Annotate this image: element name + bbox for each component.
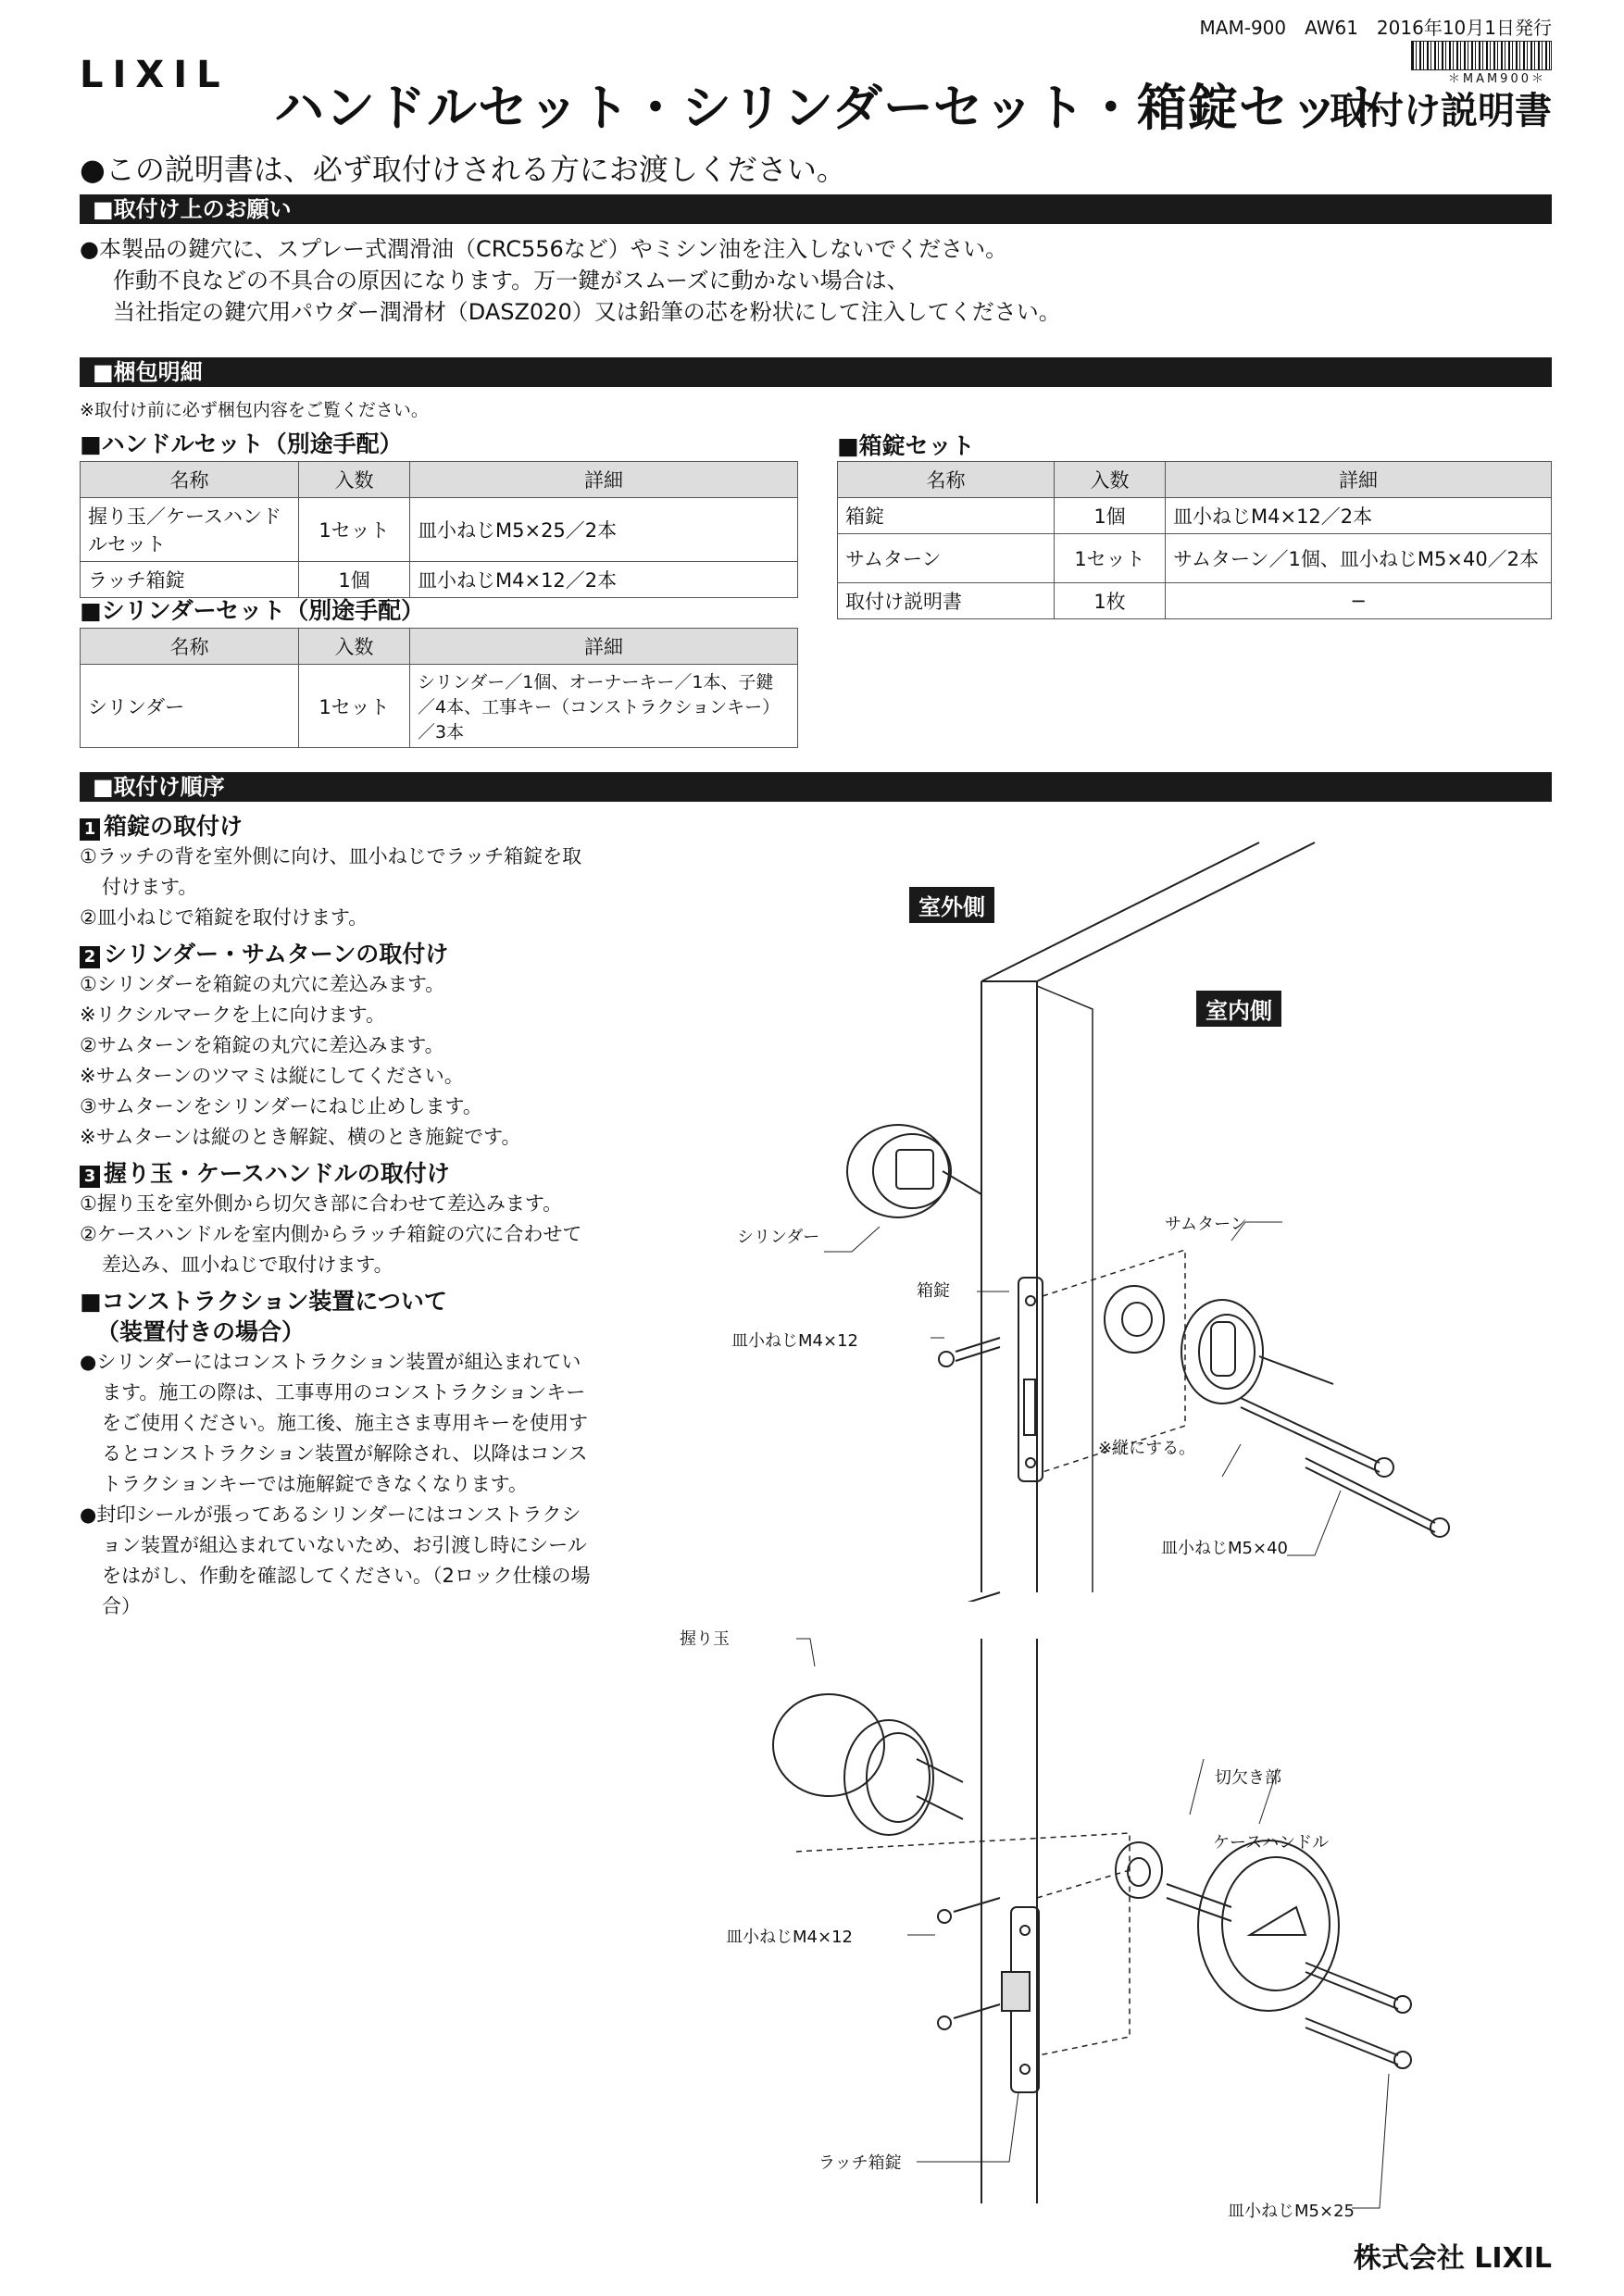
company-name: 株式会社 LIXIL [1353,2242,1552,2275]
col-header-name: 名称 [838,462,1055,498]
step2-line: ②サムターンを箱錠の丸穴に差込みます。 [80,1034,444,1056]
step3-title [80,1158,598,1189]
steps-text [80,811,598,1622]
table-row [838,498,1552,534]
label-screw-m4: 皿小ねじM4×12 [731,1331,858,1351]
label-box-lock: 箱錠 [917,1281,950,1301]
col-header-detail: 詳細 [1166,462,1552,498]
step1-label: 箱錠の取付け [104,813,244,840]
installation-diagram-top [704,833,1555,1602]
cell-qty: 1枚 [1055,583,1166,619]
construction-title: ■コンストラクション装置について [80,1288,447,1315]
cylinder-set-table [80,628,798,748]
document-title: ハンドルセット・シリンダーセット・箱錠セット [274,79,1392,137]
step1-line: ②皿小ねじで箱錠を取付けます。 [80,906,369,929]
step3-number: 3 [80,1166,100,1188]
section-heading-request: ■取付け上のお願い [80,194,1552,224]
cell-name: 取付け説明書 [838,583,1055,619]
cell-name: 箱錠 [838,498,1055,534]
brand-logo: LIXIL [80,54,230,96]
document-kind: 取付け説明書 [1330,90,1552,132]
step2-line: ③サムターンをシリンダーにねじ止めします。 [80,1095,482,1117]
col-header-name: 名称 [81,462,299,498]
request-line-3: 当社指定の鍵穴用パウダー潤滑材（DASZ020）又は鉛筆の芯を粉状にして注入してください。 [113,299,1061,325]
cell-detail: 皿小ねじM4×12／2本 [410,562,798,598]
col-header-detail: 詳細 [410,629,798,665]
col-header-detail: 詳細 [410,462,798,498]
box-lock-set-table [837,461,1552,619]
packing-note: ※取付け前に必ず梱包内容をご覧ください。 [80,400,429,420]
step2-line: ※リクシルマークを上に向けます。 [80,1004,385,1026]
section-heading-steps: ■取付け順序 [80,772,1552,802]
label-latch-box: ラッチ箱錠 [818,2153,902,2173]
cylinder-set-title: ■シリンダーセット（別途手配） [80,597,425,624]
table-row [81,498,798,562]
section-heading-packing: ■梱包明細 [80,357,1552,387]
label-case-handle: ケースハンドル [1213,1833,1330,1853]
label-screw-m5-25: 皿小ねじM5×25 [1228,2202,1355,2221]
label-screw-m5-40: 皿小ねじM5×40 [1161,1539,1288,1558]
label-knob: 握り玉 [680,1629,730,1649]
request-line-1: ●本製品の鍵穴に、スプレー式潤滑油（CRC556など）やミシン油を注入しないでください。 [80,236,1008,262]
label-inside: 室内側 [1196,991,1281,1027]
cell-name: ラッチ箱錠 [81,562,299,598]
cell-detail: 皿小ねじM4×12／2本 [1166,498,1552,534]
cell-detail: − [1166,583,1552,619]
cell-detail: 皿小ねじM5×25／2本 [410,498,798,562]
cell-qty: 1セット [1055,534,1166,583]
col-header-qty: 入数 [1055,462,1166,498]
table-row [81,665,798,748]
box-lock-set-title: ■箱錠セット [837,432,975,459]
cell-qty: 1個 [1055,498,1166,534]
step2-line: ※サムターンは縦のとき解錠、横のとき施錠です。 [80,1126,521,1148]
col-header-name: 名称 [81,629,299,665]
cell-qty: 1個 [299,562,410,598]
label-cylinder: シリンダー [737,1228,820,1247]
document-meta: MAM-900 AW61 2016年10月1日発行 [1199,17,1552,39]
step2-line: ①シリンダーを箱錠の丸穴に差込みます。 [80,973,445,995]
step1-line: ①ラッチの背を室外側に向け、皿小ねじでラッチ箱錠を取付けます。 [80,845,582,898]
col-header-qty: 入数 [299,629,410,665]
cell-detail: シリンダー／1個、オーナーキー／1本、子鍵／4本、工事キー（コンストラクションキー）／3本 [410,665,798,748]
step2-line: ※サムターンのツマミは縦にしてください。 [80,1065,464,1087]
label-thumbturn: サムターン [1165,1215,1247,1234]
label-outside: 室外側 [909,887,994,923]
step3-label: 握り玉・ケースハンドルの取付け [104,1160,450,1187]
request-line-2: 作動不良などの不具合の原因になります。万一鍵がスムーズに動かない場合は、 [113,268,909,293]
step2-label: シリンダー・サムターンの取付け [104,941,449,967]
barcode [1411,41,1552,70]
cell-qty: 1セット [299,498,410,562]
table-row [838,583,1552,619]
step2-title [80,939,598,969]
cell-qty: 1セット [299,665,410,748]
col-header-qty: 入数 [299,462,410,498]
step2-number: 2 [80,946,100,968]
step3-line: ①握り玉を室外側から切欠き部に合わせて差込みます。 [80,1192,563,1215]
lead-notice: ●この説明書は、必ず取付けされる方にお渡しください。 [80,152,846,187]
step1-number: 1 [80,818,100,841]
barcode-label: ＊MAM900＊ [1447,72,1546,86]
cell-name: サムターン [838,534,1055,583]
step3-line: ②ケースハンドルを室内側からラッチ箱錠の穴に合わせて差込み、皿小ねじで取付けます。 [80,1223,582,1276]
cell-name: シリンダー [81,665,299,748]
label-notch: 切欠き部 [1215,1768,1281,1788]
handle-set-table [80,461,798,598]
request-text [80,233,1061,328]
step1-title [80,811,598,842]
handle-set-title: ■ハンドルセット（別途手配） [80,430,403,457]
construction-subtitle: （装置付きの場合） [96,1318,306,1345]
label-vertical-note: ※縦にする。 [1098,1439,1196,1458]
cell-name: 握り玉／ケースハンドルセット [81,498,299,562]
construction-line: ●封印シールが張ってあるシリンダーにはコンストラクション装置が組込まれていないため、お引渡し時にシールをはがし、作動を確認してください。（2ロック仕様の場合） [80,1504,591,1617]
cell-detail: サムターン／1個、皿小ねじM5×40／2本 [1166,534,1552,583]
table-row [838,534,1552,583]
construction-line: ●シリンダーにはコンストラクション装置が組込まれています。施工の際は、工事専用のコンストラクションキーをご使用ください。施工後、施主さま専用キーを使用するとコンストラクション装置が解除され、以降はコンストラクションキーでは施解錠できなくなります。 [80,1351,588,1495]
label-screw-m4-bottom: 皿小ねじM4×12 [726,1928,853,1947]
